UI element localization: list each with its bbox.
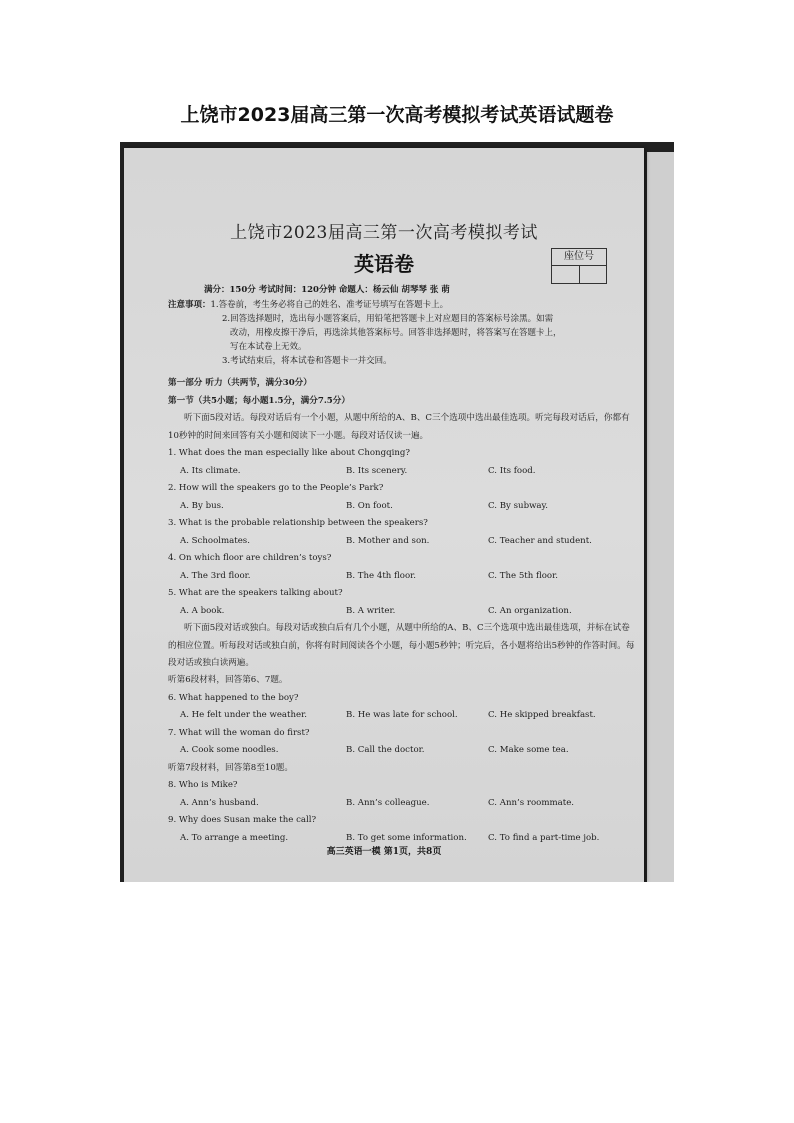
exam-sheet [124,148,644,882]
question-1: 1. What does the man especially like about Chongqing? [168,448,410,458]
option-a: A. Schoolmates. [180,535,250,546]
option-c: C. Make some tea. [488,745,569,755]
notice-item: 1.答卷前，考生务必将自己的姓名、准考证号填写在答题卡上。 [210,300,449,310]
option-c: C. Its food. [488,465,536,476]
listening-section [168,375,638,847]
option-b: B. Mother and son. [346,535,430,546]
option-c: C. The 5th floor. [488,570,558,581]
part1-heading: 第一部分 听力（共两节，满分30分） [168,378,312,388]
option-a: A. Cook some noodles. [180,745,279,755]
notice-label: 注意事项： [168,300,211,310]
seat-number-label: 座位号 [552,249,606,266]
option-a: A. Ann’s husband. [180,797,259,808]
option-a: A. He felt under the weather. [180,710,308,720]
option-c: C. An organization. [488,605,572,616]
page-heading: 上饶市2023届高三第一次高考模拟考试英语试题卷 [180,104,614,126]
option-b: B. Call the doctor. [346,745,425,755]
adjacent-page [647,152,674,882]
option-b: B. To get some information. [346,832,467,843]
exam-photo [120,142,674,882]
section1-instructions: 听下面5段对话。每段对话后有一个小题，从题中所给的A、B、C三个选项中选出最佳选项。听完每段对话后，你都有10秒钟的时间来回答有关小题和阅读下一小题。每段对话仅读一遍。 [168,413,630,441]
question-9: 9. Why does Susan make the call? [168,815,317,825]
seat-number-box [551,248,607,284]
option-a: A. By bus. [180,500,224,511]
option-c: C. To find a part-time job. [488,832,600,843]
material-6-note: 听第6段材料，回答第6、7题。 [168,675,288,685]
question-5: 5. What are the speakers talking about? [168,588,343,598]
question-8: 8. Who is Mike? [168,780,238,790]
exam-meta: 满分：150分 考试时间：120分钟 命题人：杨云仙 胡琴琴 张 萌 [204,285,450,295]
option-a: A. Its climate. [180,465,241,476]
question-3: 3. What is the probable relationship between the speakers? [168,518,428,528]
question-4: 4. On which floor are children’s toys? [168,553,332,563]
option-b: B. The 4th floor. [346,570,417,581]
notice-item: 改动，用橡皮擦干净后，再选涂其他答案标号。回答非选择题时，将答案写在答题卡上， [230,328,562,338]
options-7 [168,742,638,760]
notice-item: 3.考试结束后，将本试卷和答题卡一并交回。 [222,356,392,366]
option-c: C. Teacher and student. [488,535,592,546]
question-6: 6. What happened to the boy? [168,692,299,703]
options-4 [168,568,638,586]
material-7-note: 听第7段材料，回答第8至10题。 [168,762,293,773]
notice-block [168,298,638,368]
section2-instructions: 听下面5段对话或独白。每段对话或独白后有几个小题，从题中所给的A、B、C三个选项中选出最佳选项，并标在试卷的相应位置。听每段对话或独白前，你将有时间阅读各个小题，每小题5秒钟；听完后，各小题将给出5秒钟的作答时间。每段对话或独白读两遍。 [168,623,635,668]
option-a: A. To arrange a meeting. [180,832,289,843]
option-c: C. He skipped breakfast. [488,710,596,720]
options-1 [168,463,638,481]
option-b: B. A writer. [346,605,396,616]
notice-item: 写在本试卷上无效。 [230,342,307,352]
option-c: C. By subway. [488,500,549,511]
option-a: A. The 3rd floor. [180,570,251,581]
options-5 [168,603,638,621]
question-2: 2. How will the speakers go to the People’s Park? [168,483,384,493]
options-3 [168,533,638,551]
option-b: B. On foot. [346,500,393,511]
options-8 [168,795,638,813]
options-6 [168,707,638,725]
exam-title: 上饶市2023届高三第一次高考模拟考试 [230,223,538,243]
page-footer: 高三英语一模 第1页，共8页 [326,847,442,857]
section1-heading: 第一节（共5小题；每小题1.5分，满分7.5分） [168,395,350,406]
option-b: B. Ann’s colleague. [346,797,430,808]
option-b: B. He was late for school. [346,710,458,720]
option-a: A. A book. [180,605,225,616]
options-2 [168,498,638,516]
option-c: C. Ann’s roommate. [488,797,575,808]
seat-cell [552,266,580,283]
exam-subject: 英语卷 [354,252,414,276]
question-7: 7. What will the woman do first? [168,727,310,738]
seat-cell [580,266,607,283]
option-b: B. Its scenery. [346,465,408,476]
notice-item: 2.回答选择题时，选出每小题答案后，用铅笔把答题卡上对应题目的答案标号涂黑。如需 [222,314,554,324]
